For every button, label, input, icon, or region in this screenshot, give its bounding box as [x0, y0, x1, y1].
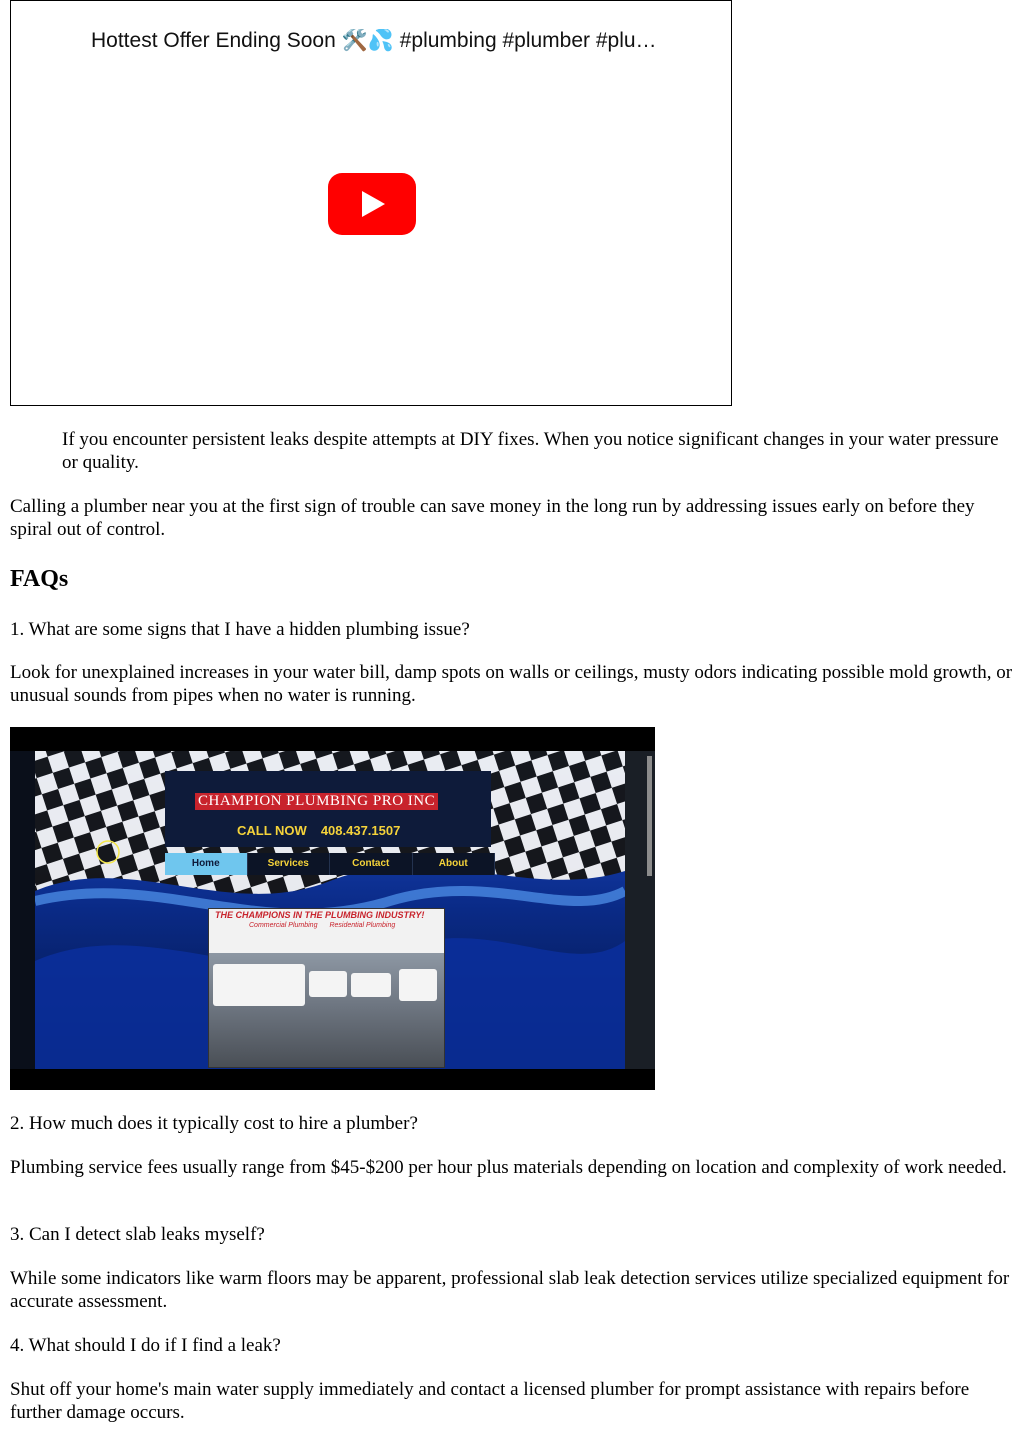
- site-nav-services: Services: [248, 853, 331, 875]
- video-title[interactable]: Hottest Offer Ending Soon 🛠️💦 #plumbing #plumber #plu…: [91, 29, 657, 52]
- site-name: CHAMPION PLUMBING PRO INC: [195, 793, 438, 810]
- photo-sub-right: Residential Plumbing: [329, 922, 396, 929]
- video-embed[interactable]: [10, 0, 732, 406]
- photo-title: THE CHAMPIONS IN THE PLUMBING INDUSTRY!: [215, 910, 425, 920]
- faq-question: 2. How much does it typically cost to hire a plumber?: [10, 1113, 418, 1134]
- faq-answer: Plumbing service fees usually range from $45-$200 per hour plus materials depending on location and complexity of work needed.: [10, 1157, 1007, 1178]
- faq-question: 3. Can I detect slab leaks myself?: [10, 1224, 265, 1245]
- site-nav-contact: Contact: [330, 853, 413, 875]
- faq-answer: Shut off your home's main water supply immediately and contact a licensed plumber for prompt assistance with repairs before further damage occurs.: [10, 1379, 970, 1423]
- photo-subtitle: [249, 922, 395, 929]
- site-call-now: [237, 823, 400, 838]
- faq-heading: FAQs: [10, 566, 69, 592]
- faq-question: 4. What should I do if I find a leak?: [10, 1335, 281, 1356]
- van-shape: [351, 973, 391, 997]
- indented-paragraph: If you encounter persistent leaks despite attempts at DIY fixes. When you notice significant changes in your water pressure or quality.: [62, 429, 999, 473]
- site-nav-home: Home: [165, 853, 248, 875]
- screenshot-screen: [10, 751, 655, 1069]
- van-shape: [213, 964, 305, 1006]
- photo-sub-left: Commercial Plumbing: [249, 922, 318, 929]
- site-header: [165, 771, 491, 847]
- site-nav: [165, 853, 495, 875]
- faq-answer: While some indicators like warm floors may be apparent, professional slab leak detection services utilize specialized equipment for accurate assessment.: [10, 1268, 1010, 1312]
- site-nav-about: About: [413, 853, 496, 875]
- website-screenshot-image: [10, 727, 655, 1090]
- phone-number: 408.437.1507: [320, 823, 401, 838]
- vans-photo: [208, 908, 445, 1068]
- calling-paragraph: Calling a plumber near you at the first sign of trouble can save money in the long run by addressing issues early on before they spiral out of control.: [10, 496, 975, 540]
- call-label: CALL NOW: [237, 823, 307, 838]
- van-shape: [309, 971, 347, 997]
- van-shape: [399, 969, 437, 1001]
- play-icon[interactable]: [328, 173, 416, 235]
- faq-question: 1. What are some signs that I have a hidden plumbing issue?: [10, 619, 470, 640]
- faq-answer: Look for unexplained increases in your water bill, damp spots on walls or ceilings, musty odors indicating possible mold growth, or unusual sounds from pipes when no water is running.: [10, 662, 1013, 706]
